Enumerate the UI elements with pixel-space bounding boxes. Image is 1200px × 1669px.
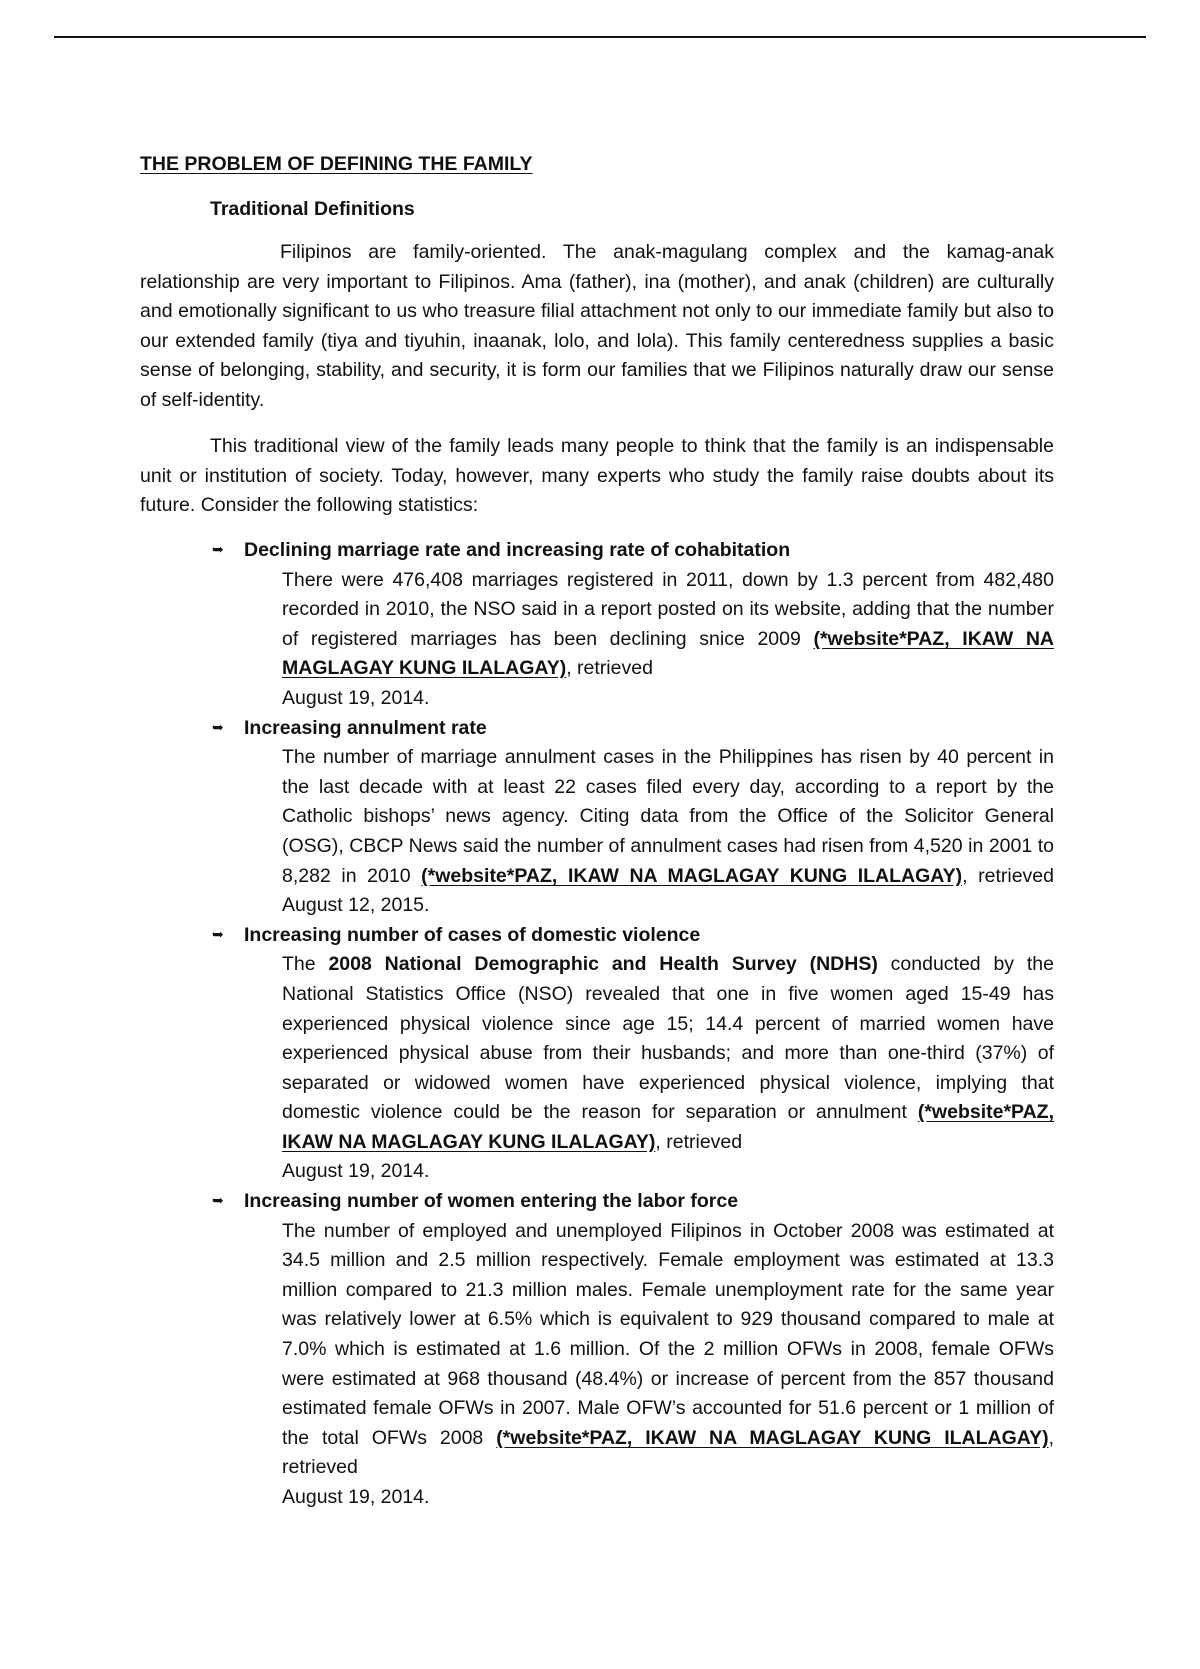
- bullet-body: [282, 743, 1054, 921]
- paragraph-traditional-view: This traditional view of the family leads many people to think that the family is an indispensable unit or institution of society. Today, however, many experts who study the family raise doubts about its future. Consider the following statistics:: [140, 435, 1054, 517]
- bullet-text: There were 476,408 marriages registered in 2011, down by 1.3 percent from 482,480 recorded in 2010, the NSO said in a report posted on its website, adding that the number of registered marriages has been declining snice 2009: [282, 568, 1054, 650]
- bullet-heading-text: Increasing annulment rate: [244, 716, 487, 739]
- header-rule: [54, 36, 1146, 38]
- source-placeholder: (*website*PAZ, IKAW NA MAGLAGAY KUNG ILALAGAY): [496, 1426, 1049, 1449]
- bullet-text-after: conducted by the National Statistics Office (NSO) revealed that one in five women aged 15-49 has experienced physical violence since age 15; 14.4 percent of married women have experienced physical abuse from their husbands; and more than one-third (37%) of separated or widowed women have experienced physical violence, implying that domestic violence could be the reason for separation or annulment: [282, 953, 1054, 1124]
- bullet-heading: [140, 921, 1054, 951]
- retrieved-text: , retrieved August 12, 2015.: [282, 864, 1054, 917]
- list-item-domestic-violence: [140, 921, 1054, 1187]
- survey-name: 2008 National Demographic and Health Survey (NDHS): [328, 953, 878, 976]
- bullet-body: [282, 1217, 1054, 1513]
- section-subheading: Traditional Definitions: [210, 198, 415, 220]
- bullet-body: [282, 566, 1054, 714]
- arrow-bullet-icon: ➥: [212, 925, 224, 942]
- retrieved-text: , retrieved: [282, 1426, 1054, 1479]
- retrieved-date: August 19, 2014.: [282, 1486, 430, 1508]
- retrieved-date: August 19, 2014.: [282, 1160, 430, 1183]
- arrow-bullet-icon: ➥: [212, 718, 224, 735]
- retrieved-date: August 19, 2014.: [282, 686, 430, 709]
- source-placeholder: (*website*PAZ, IKAW NA MAGLAGAY KUNG ILALAGAY): [282, 627, 1054, 680]
- bullet-heading-text: Increasing number of cases of domestic violence: [244, 923, 701, 946]
- bullet-heading-text: Declining marriage rate and increasing rate of cohabitation: [244, 539, 791, 561]
- list-item-annulment-rate: [140, 714, 1054, 921]
- bullet-text: The number of employed and unemployed Filipinos in October 2008 was estimated at 34.5 million and 2.5 million respectively. Female employment was estimated at 13.3 million compared to 21.3 million males. Female unemployment rate for the same year was relatively lower at 6.5% which is equivalent to 929 thousand compared to male at 7.0% which is estimated at 1.6 million. Of the 2 million OFWs in 2008, female OFWs were estimated at 968 thousand (48.4%) or increase of percent from the 857 thousand estimated female OFWs in 2007. Male OFW’s accounted for 51.6 percent or 1 million of the total OFWs 2008: [282, 1219, 1054, 1449]
- bullet-text: The number of marriage annulment cases in the Philippines has risen by 40 percent in the last decade with at least 22 cases filed every day, according to a report by the Catholic bishops’ news agency. Citing data from the Office of the Solicitor General (OSG), CBCP News said the number of annulment cases had risen from 4,520 in 2001 to 8,282 in 2010: [282, 746, 1054, 887]
- bullet-body: [282, 950, 1054, 1187]
- source-placeholder: (*website*PAZ, IKAW NA MAGLAGAY KUNG ILALAGAY): [282, 1101, 1055, 1153]
- statistics-list: [140, 536, 1054, 1513]
- list-item-marriage-rate: [140, 536, 1054, 714]
- paragraph-filipino-family: Filipinos are family-oriented. The anak-magulang complex and the kamag-anak relationship are very important to Filipinos. Ama (father), ina (mother), and anak (children) are culturally and emotionally significant to us who treasure filial attachment not only to our immediate family but also to our extended family (tiya and tiyuhin, inaanak, lolo, and lola). This family centeredness supplies a basic sense of belonging, stability, and security, it is form our families that we Filipinos naturally draw our sense of self-identity.: [140, 241, 1054, 411]
- retrieved-text: , retrieved: [655, 1130, 743, 1153]
- bullet-heading: [140, 536, 1054, 566]
- list-item-women-labor-force: [140, 1187, 1054, 1513]
- arrow-bullet-icon: ➥: [212, 1192, 224, 1209]
- retrieved-text: , retrieved: [566, 657, 653, 680]
- arrow-bullet-icon: ➥: [212, 541, 224, 557]
- bullet-heading: [140, 714, 1054, 744]
- bullet-heading-text: Increasing number of women entering the labor force: [244, 1190, 739, 1213]
- bullet-heading: [140, 1187, 1054, 1217]
- source-placeholder: (*website*PAZ, IKAW NA MAGLAGAY KUNG ILALAGAY): [421, 864, 963, 887]
- document-title: THE PROBLEM OF DEFINING THE FAMILY: [140, 153, 533, 175]
- bullet-text-before: The: [282, 953, 316, 976]
